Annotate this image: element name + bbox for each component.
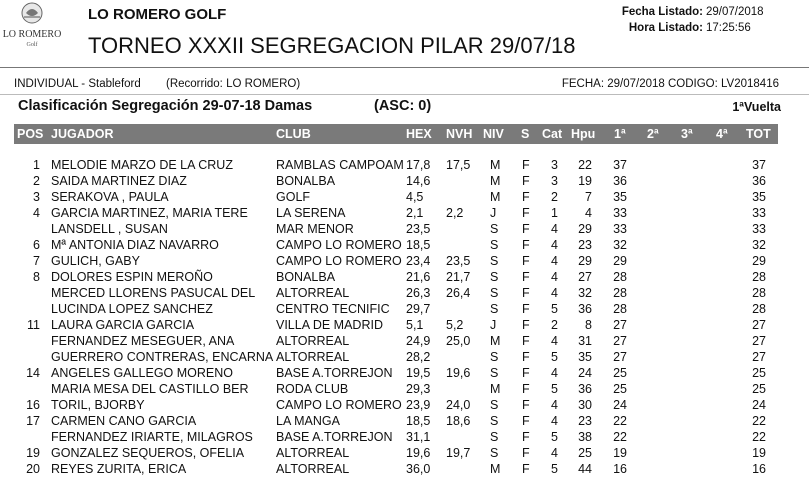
hora-listado-value: 17:25:56 [706,22,751,34]
cell-cat: 4 [551,254,558,268]
cell-total: 27 [752,350,766,364]
cell-round-1: 37 [613,158,627,172]
col-s: S [521,127,530,141]
table-row [0,285,809,301]
cell-cat: 3 [551,174,558,188]
cell-club: VILLA DE MADRID [276,318,383,332]
cell-round-1: 16 [613,462,627,476]
cell-hex: 14,6 [406,174,431,188]
modality-text: INDIVIDUAL - Stableford [14,78,141,90]
cell-total: 37 [752,158,766,172]
col-club: CLUB [276,127,311,141]
cell-sex: F [522,414,530,428]
cell-hpu: 44 [578,462,592,476]
cell-pos: 2 [33,174,40,188]
cell-jugador: Mª ANTONIA DIAZ NAVARRO [51,238,219,252]
table-row [0,237,809,253]
cell-hpu: 19 [578,174,592,188]
cell-total: 25 [752,366,766,380]
cell-club: CAMPO LO ROMERO [276,254,402,268]
cell-hex: 18,5 [406,238,431,252]
cell-jugador: SERAKOVA , PAULA [51,190,169,204]
cell-sex: F [522,366,530,380]
cell-total: 19 [752,446,766,460]
cell-total: 25 [752,382,766,396]
cell-niv: M [490,334,501,348]
col-round-1: 1ª [614,127,626,141]
cell-nvh: 19,7 [446,446,471,460]
cell-cat: 5 [551,430,558,444]
cell-niv: S [490,270,499,284]
cell-round-1: 27 [613,318,627,332]
cell-cat: 3 [551,158,558,172]
cell-club: CENTRO TECNIFIC [276,302,390,316]
table-row [0,317,809,333]
table-row [0,333,809,349]
cell-round-1: 24 [613,398,627,412]
cell-pos: 1 [33,158,40,172]
cell-cat: 4 [551,398,558,412]
table-row [0,445,809,461]
cell-niv: M [490,158,501,172]
cell-hpu: 35 [578,350,592,364]
cell-total: 27 [752,318,766,332]
cell-cat: 4 [551,446,558,460]
cell-club: LA MANGA [276,414,340,428]
cell-niv: S [490,350,499,364]
cell-niv: S [490,430,499,444]
cell-jugador: DOLORES ESPIN MEROÑO [51,270,213,284]
cell-club: ALTORREAL [276,446,350,460]
cell-pos: 19 [26,446,40,460]
cell-pos: 8 [33,270,40,284]
cell-hex: 19,6 [406,446,431,460]
cell-hex: 21,6 [406,270,431,284]
cell-niv: S [490,238,499,252]
cell-cat: 4 [551,238,558,252]
cell-round-1: 19 [613,446,627,460]
cell-pos: 11 [27,318,40,332]
cell-total: 24 [752,398,766,412]
cell-hex: 2,1 [406,206,424,220]
table-row [0,173,809,189]
cell-club: CAMPO LO ROMERO [276,398,402,412]
col-round-4: 4ª [716,127,728,141]
cell-club: ALTORREAL [276,350,350,364]
cell-cat: 1 [551,206,558,220]
cell-sex: F [522,206,530,220]
cell-sex: F [522,462,530,476]
cell-club: BASE A.TORREJON [276,430,393,444]
cell-club: CAMPO LO ROMERO [276,238,402,252]
cell-club: RODA CLUB [276,382,349,396]
cell-club: GOLF [276,190,311,204]
cell-club: BONALBA [276,270,336,284]
table-header [14,124,778,144]
cell-sex: F [522,350,530,364]
cell-hex: 5,1 [406,318,424,332]
cell-niv: J [490,318,497,332]
cell-hex: 26,3 [406,286,431,300]
cell-total: 33 [752,206,766,220]
col-niv: NIV [483,127,504,141]
col-jugador: JUGADOR [51,127,114,141]
cell-pos: 4 [33,206,40,220]
col-nvh: NVH [446,127,473,141]
cell-total: 29 [752,254,766,268]
cell-cat: 5 [551,462,558,476]
cell-hex: 36,0 [406,462,431,476]
cell-sex: F [522,446,530,460]
cell-sex: F [522,222,530,236]
cell-hex: 23,9 [406,398,431,412]
cell-hpu: 4 [585,206,592,220]
cell-round-1: 27 [613,334,627,348]
cell-total: 22 [752,414,766,428]
cell-niv: S [490,446,499,460]
table-row [0,253,809,269]
cell-total: 27 [752,334,766,348]
cell-jugador: MELODIE MARZO DE LA CRUZ [51,158,233,172]
cell-hex: 23,4 [406,254,431,268]
col-round-3: 3ª [681,127,693,141]
cell-nvh: 2,2 [446,206,464,220]
cell-jugador: REYES ZURITA, ERICA [51,462,187,476]
cell-sex: F [522,190,530,204]
cell-jugador: MARIA MESA DEL CASTILLO BER [51,382,249,396]
cell-jugador: GARCIA MARTINEZ, MARIA TERE [51,206,248,220]
cell-pos: 6 [33,238,40,252]
cell-niv: J [490,206,497,220]
cell-jugador: LAURA GARCIA GARCIA [51,318,195,332]
cell-nvh: 18,6 [446,414,471,428]
cell-hpu: 23 [578,414,592,428]
course-text: (Recorrido: LO ROMERO) [166,78,301,90]
cell-hpu: 36 [578,382,592,396]
cell-hex: 29,7 [406,302,431,316]
cell-nvh: 25,0 [446,334,471,348]
cell-jugador: LANSDELL , SUSAN [51,222,168,236]
fecha-listado-value: 29/07/2018 [706,6,764,18]
cell-niv: M [490,462,501,476]
cell-hpu: 29 [578,254,592,268]
cell-cat: 2 [551,318,558,332]
cell-hpu: 24 [578,366,592,380]
divider [0,94,809,95]
cell-sex: F [522,318,530,332]
cell-niv: S [490,302,499,316]
cell-niv: S [490,254,499,268]
cell-cat: 4 [551,270,558,284]
cell-round-1: 36 [613,174,627,188]
svg-text:Golf: Golf [26,42,38,48]
cell-hpu: 36 [578,302,592,316]
cell-round-1: 29 [613,254,627,268]
cell-pos: 16 [26,398,40,412]
round-label: 1ªVuelta [732,100,781,114]
col-hex: HEX [406,127,432,141]
cell-pos: 3 [33,190,40,204]
cell-jugador: CARMEN CANO GARCIA [51,414,197,428]
cell-nvh: 26,4 [446,286,471,300]
cell-cat: 5 [551,382,558,396]
cell-club: BONALBA [276,174,336,188]
cell-hpu: 38 [578,430,592,444]
cell-hex: 29,3 [406,382,431,396]
divider [0,67,809,68]
table-row [0,157,809,173]
classification-title: Clasificación Segregación 29-07-18 Damas [18,98,313,114]
cell-cat: 4 [551,414,558,428]
table-row [0,269,809,285]
cell-cat: 5 [551,350,558,364]
cell-nvh: 24,0 [446,398,471,412]
cell-total: 32 [752,238,766,252]
table-row [0,189,809,205]
svg-text:LO ROMERO: LO ROMERO [2,29,62,40]
cell-jugador: MERCED LLORENS PASUCAL DEL [51,286,256,300]
table-row [0,397,809,413]
cell-round-1: 25 [613,366,627,380]
cell-sex: F [522,430,530,444]
cell-cat: 4 [551,334,558,348]
cell-niv: M [490,174,501,188]
cell-cat: 5 [551,302,558,316]
cell-pos: 20 [26,462,40,476]
club-logo [0,0,64,48]
cell-hpu: 7 [585,190,592,204]
cell-round-1: 27 [613,350,627,364]
cell-hex: 28,2 [406,350,431,364]
cell-round-1: 35 [613,190,627,204]
cell-niv: S [490,366,499,380]
cell-club: ALTORREAL [276,286,350,300]
cell-hpu: 31 [578,334,592,348]
cell-total: 16 [752,462,766,476]
cell-cat: 2 [551,190,558,204]
table-row [0,365,809,381]
asc-value: (ASC: 0) [374,98,432,114]
cell-round-1: 32 [613,238,627,252]
cell-round-1: 22 [613,430,627,444]
cell-pos: 7 [33,254,40,268]
cell-jugador: SAIDA MARTINEZ DIAZ [51,174,187,188]
cell-sex: F [522,382,530,396]
cell-hex: 23,5 [406,222,431,236]
hora-listado-label: Hora Listado: [628,22,703,34]
cell-round-1: 33 [613,206,627,220]
cell-jugador: GULICH, GABY [51,254,140,268]
cell-nvh: 21,7 [446,270,471,284]
cell-total: 36 [752,174,766,188]
table-row [0,301,809,317]
cell-total: 28 [752,286,766,300]
cell-pos: 14 [26,366,40,380]
col-hpu: Hpu [571,127,596,141]
table-row [0,349,809,365]
table-row [0,221,809,237]
cell-jugador: LUCINDA LOPEZ SANCHEZ [51,302,213,316]
table-row [0,429,809,445]
cell-round-1: 28 [613,270,627,284]
cell-cat: 4 [551,222,558,236]
cell-hpu: 8 [585,318,592,332]
date-code-text: FECHA: 29/07/2018 CODIGO: LV2018416 [561,78,779,90]
cell-round-1: 33 [613,222,627,236]
cell-club: ALTORREAL [276,334,350,348]
cell-sex: F [522,286,530,300]
tournament-title: TORNEO XXXII SEGREGACION PILAR 29/07/18 [88,33,576,58]
cell-sex: F [522,238,530,252]
table-row [0,381,809,397]
col-cat: Cat [542,127,563,141]
col-round-2: 2ª [647,127,659,141]
cell-club: RAMBLAS CAMPOAM [276,158,404,172]
cell-jugador: GUERRERO CONTRERAS, ENCARNA [51,350,274,364]
cell-niv: S [490,286,499,300]
cell-hpu: 22 [578,158,592,172]
cell-jugador: ANGELES GALLEGO MORENO [51,366,233,380]
cell-hex: 24,9 [406,334,431,348]
cell-nvh: 17,5 [446,158,471,172]
cell-hpu: 27 [578,270,592,284]
cell-sex: F [522,270,530,284]
cell-total: 28 [752,270,766,284]
col-total: TOT [746,127,771,141]
cell-sex: F [522,254,530,268]
cell-sex: F [522,302,530,316]
cell-hpu: 30 [578,398,592,412]
cell-sex: F [522,334,530,348]
cell-hpu: 25 [578,446,592,460]
table-row [0,413,809,429]
cell-cat: 4 [551,286,558,300]
cell-round-1: 22 [613,414,627,428]
col-pos: POS [17,127,44,141]
cell-nvh: 23,5 [446,254,471,268]
cell-hex: 19,5 [406,366,431,380]
cell-pos: 17 [26,414,40,428]
cell-hex: 17,8 [406,158,431,172]
cell-round-1: 28 [613,302,627,316]
cell-club: BASE A.TORREJON [276,366,393,380]
cell-sex: F [522,158,530,172]
cell-jugador: GONZALEZ SEQUEROS, OFELIA [51,446,245,460]
cell-round-1: 28 [613,286,627,300]
cell-nvh: 5,2 [446,318,464,332]
cell-niv: S [490,222,499,236]
cell-niv: S [490,414,499,428]
cell-hpu: 29 [578,222,592,236]
cell-round-1: 25 [613,382,627,396]
cell-niv: M [490,190,501,204]
cell-total: 33 [752,222,766,236]
cell-sex: F [522,174,530,188]
cell-club: ALTORREAL [276,462,350,476]
table-row [0,205,809,221]
cell-nvh: 19,6 [446,366,471,380]
cell-hex: 4,5 [406,190,424,204]
cell-niv: M [490,382,501,396]
cell-total: 28 [752,302,766,316]
cell-jugador: TORIL, BJORBY [51,398,145,412]
cell-niv: S [490,398,499,412]
cell-jugador: FERNANDEZ MESEGUER, ANA [51,334,235,348]
cell-cat: 4 [551,366,558,380]
cell-club: MAR MENOR [276,222,354,236]
cell-hex: 31,1 [406,430,431,444]
cell-hpu: 23 [578,238,592,252]
table-row [0,461,809,477]
cell-total: 22 [752,430,766,444]
cell-sex: F [522,398,530,412]
club-name: LO ROMERO GOLF [88,6,227,23]
cell-jugador: FERNANDEZ IRIARTE, MILAGROS [51,430,253,444]
cell-hex: 18,5 [406,414,431,428]
fecha-listado-label: Fecha Listado: [621,6,703,18]
cell-club: LA SERENA [276,206,346,220]
cell-total: 35 [752,190,766,204]
cell-hpu: 32 [578,286,592,300]
